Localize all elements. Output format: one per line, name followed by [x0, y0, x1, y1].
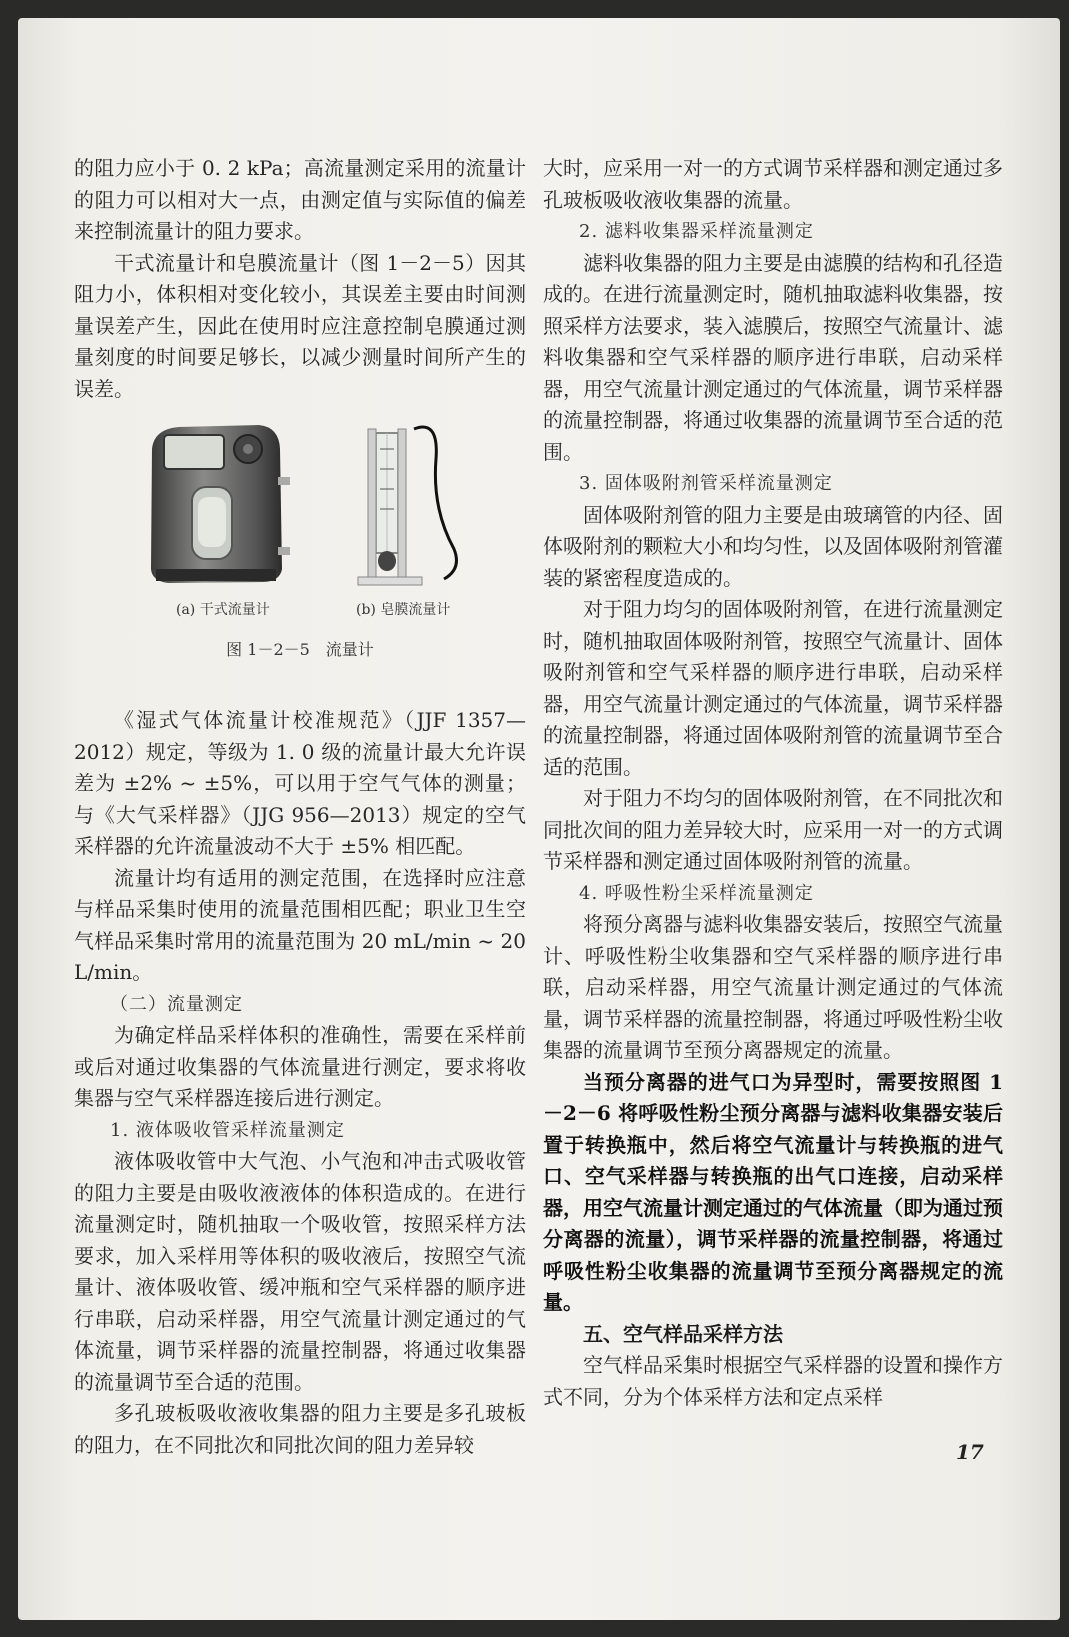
figure-title: 图 1－2－5 流量计 [226, 640, 374, 659]
page-number: 17 [956, 1440, 984, 1464]
paragraph: 当预分离器的进气口为异型时，需要按照图 1－2－6 将呼吸性粉尘预分离器与滤料收集器安装后置于转换瓶中，然后将空气流量计与转换瓶的进气口、空气采样器与转换瓶的出气口连接，启动采样器，用空气流量计测定通过的气体流量（即为通过预分离器的流量），调节采样器的流量控制器，将通过呼吸性粉尘收集器的流量调节至预分离器规定的流量。 [543, 1069, 1003, 1314]
paragraph: 液体吸收管中大气泡、小气泡和冲击式吸收管的阻力主要是由吸收液液体的体积造成的。在进行流量测定时，随机抽取一个吸收管，按照采样方法要求，加入采样用等体积的吸收液后，按照空气流量计、液体吸收管、缓冲瓶和空气采样器的顺序进行串联，启动采样器，用空气流量计测定通过的气体流量，调节采样器的流量控制器，将通过收集器的流量调节至合适的范围。 [74, 1149, 526, 1394]
paragraph: 固体吸附剂管的阻力主要是由玻璃管的内径、固体吸附剂的颗粒大小和均匀性，以及固体吸附剂管灌装的紧密程度造成的。 [543, 502, 1003, 590]
subsection-heading: 4. 呼吸性粉尘采样流量测定 [579, 882, 814, 904]
right-column [543, 153, 1003, 1413]
dry-flowmeter-image [134, 419, 294, 587]
book-page [18, 18, 1060, 1620]
figure-caption-b: (b) 皂膜流量计 [356, 602, 451, 618]
paragraph: 对于阻力不均匀的固体吸附剂管，在不同批次和同批次间的阻力差异较大时，应采用一对一的方式调节采样器和测定通过固体吸附剂管的流量。 [543, 786, 1003, 873]
paragraph: 为确定样品采样体积的准确性，需要在采样前或后对通过收集器的气体流量进行测定，要求将收集器与空气采样器连接后进行测定。 [74, 1023, 526, 1110]
paragraph: 将预分离器与滤料收集器安装后，按照空气流量计、呼吸性粉尘收集器和空气采样器的顺序进行串联，启动采样器，用空气流量计测定通过的气体流量，调节采样器的流量控制器，将通过呼吸性粉尘收集器的流量调节至预分离器规定的流量。 [543, 912, 1003, 1062]
paragraph: 多孔玻板吸收液收集器的阻力主要是多孔玻板的阻力，在不同批次和同批次间的阻力差异较 [74, 1401, 526, 1457]
paragraph: 对于阻力均匀的固体吸附剂管，在进行流量测定时，随机抽取固体吸附剂管，按照空气流量计、固体吸附剂管和空气采样器的顺序进行串联，启动采样器，用空气流量计测定通过的气体流量，调节采样器的流量控制器，将通过固体吸附剂管的流量调节至合适的范围。 [543, 597, 1003, 779]
subsection-heading: 3. 固体吸附剂管采样流量测定 [579, 473, 833, 494]
figure-caption-a: (a) 干式流量计 [176, 602, 270, 618]
figure-flowmeters [74, 417, 526, 699]
paragraph: 流量计均有适用的测定范围，在选择时应注意与样品采集时使用的流量范围相匹配；职业卫生空气样品采集时常用的流量范围为 20 mL/min ~ 20 L/min。 [74, 865, 526, 984]
section-heading: 五、空气样品采样方法 [583, 1321, 783, 1346]
paragraph: 的阻力应小于 0. 2 kPa；高流量测定采用的流量计的阻力可以相对大一点，由测定值与实际值的偏差来控制流量计的阻力要求。 [74, 156, 526, 243]
subsection-heading: 1. 液体吸收管采样流量测定 [110, 1119, 345, 1141]
paragraph: 《湿式气体流量计校准规范》（JJF 1357—2012）规定，等级为 1. 0 级的流量计最大允许误差为 ±2% ~ ±5%，可以用于空气气体的测量；与《大气采样器》（JJG 956—2013）规定的空气采样器的允许流量波动不大于 ±5% 相匹配。 [74, 708, 526, 858]
paragraph: 空气样品采集时根据空气采样器的设置和操作方式不同，分为个体采样方法和定点采样 [543, 1353, 1003, 1409]
paragraph: 干式流量计和皂膜流量计（图 1－2－5）因其阻力小，体积相对变化较小，其误差主要由时间测量误差产生，因此在使用时应注意控制皂膜通过测量刻度的时间要足够长，以减少测量时间所产生的误差。 [74, 250, 526, 401]
soap-film-flowmeter-image [344, 419, 464, 589]
section-heading: （二）流量测定 [110, 993, 243, 1015]
paragraph: 大时，应采用一对一的方式调节采样器和测定通过多孔玻板吸收液收集器的流量。 [543, 156, 1003, 212]
subsection-heading: 2. 滤料收集器采样流量测定 [579, 221, 814, 242]
left-column [74, 153, 526, 1461]
paragraph: 滤料收集器的阻力主要是由滤膜的结构和孔径造成的。在进行流量测定时，随机抽取滤料收集器，按照采样方法要求，装入滤膜后，按照空气流量计、滤料收集器和空气采样器的顺序进行串联，启动采样器，用空气流量计测定通过的气体流量，调节采样器的流量控制器，将通过收集器的流量调节至合适的范围。 [543, 250, 1003, 464]
